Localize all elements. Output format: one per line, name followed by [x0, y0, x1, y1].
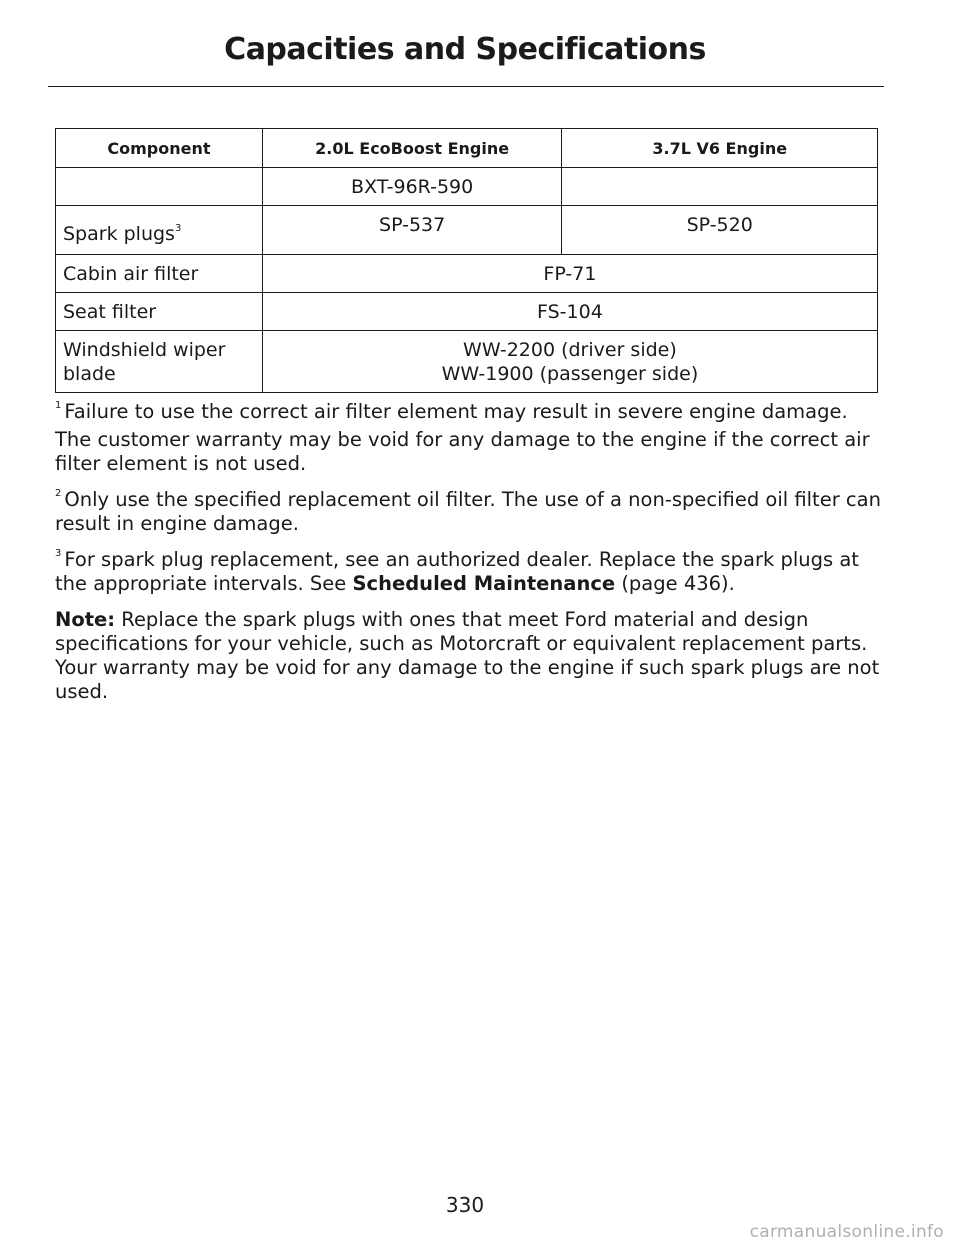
footnote-mark-1: 1	[55, 400, 62, 411]
footnote-mark-3: 3	[55, 548, 62, 559]
table-header-row	[56, 129, 878, 168]
row2-v6: SP-520	[562, 206, 878, 255]
header-ecoboost: 2.0L EcoBoost Engine	[262, 129, 562, 168]
row1-v6	[562, 168, 878, 206]
footnotes	[55, 400, 885, 716]
header-component: Component	[56, 129, 263, 168]
wiper-label-line2: blade	[63, 363, 116, 385]
table-row	[56, 206, 878, 255]
row3-component: Cabin air filter	[56, 255, 263, 293]
scheduled-maintenance-link[interactable]: Scheduled Maintenance	[352, 572, 616, 595]
table-row	[56, 168, 878, 206]
spark-plugs-label: Spark plugs	[63, 223, 175, 245]
footnote-2-text: Only use the specified replacement oil filter. The use of a non-specified oil filter can result in engine damage.	[55, 488, 881, 535]
row5-component	[56, 331, 263, 393]
wiper-passenger-side: WW-1900 (passenger side)	[441, 363, 699, 385]
row5-value	[262, 331, 877, 393]
row1-component	[56, 168, 263, 206]
note-label: Note:	[55, 608, 116, 631]
row1-ecoboost: BXT-96R-590	[262, 168, 562, 206]
wiper-driver-side: WW-2200 (driver side)	[463, 339, 677, 361]
footnote-1	[55, 400, 885, 424]
footnote-1-line1: Failure to use the correct air filter element may result in severe engine damage.	[64, 400, 848, 423]
table-row	[56, 255, 878, 293]
page-title: Capacities and Specifications	[224, 32, 706, 67]
title-rule	[48, 86, 884, 87]
table-row	[56, 293, 878, 331]
row4-component: Seat filter	[56, 293, 263, 331]
footnote-1-continued: The customer warranty may be void for any damage to the engine if the correct air filter element is not used.	[55, 428, 870, 475]
row2-component	[56, 206, 263, 255]
note-text: Replace the spark plugs with ones that meet Ford material and design specifications for your vehicle, such as Motorcraft or equivalent replacement parts. Your warranty may be void for any damage to the engine if such spark plugs are not used.	[55, 608, 880, 703]
note-paragraph	[55, 608, 885, 704]
footnote-ref-3: 3	[174, 223, 182, 234]
wiper-label-line1: Windshield wiper	[63, 339, 226, 361]
footnote-2	[55, 488, 885, 536]
header-v6: 3.7L V6 Engine	[562, 129, 878, 168]
page-reference: (page 436).	[621, 572, 735, 595]
watermark: carmanualsonline.info	[749, 1222, 944, 1242]
table-row	[56, 331, 878, 393]
specifications-table	[55, 128, 878, 393]
row3-value: FP-71	[262, 255, 877, 293]
row4-value: FS-104	[262, 293, 877, 331]
page-number: 330	[445, 1193, 485, 1217]
footnote-mark-2: 2	[55, 488, 62, 499]
footnote-3-text: For spark plug replacement, see an authorized dealer. Replace the spark plugs at the appropriate intervals. See	[55, 548, 859, 595]
footnote-3	[55, 548, 885, 596]
row2-ecoboost: SP-537	[262, 206, 562, 255]
